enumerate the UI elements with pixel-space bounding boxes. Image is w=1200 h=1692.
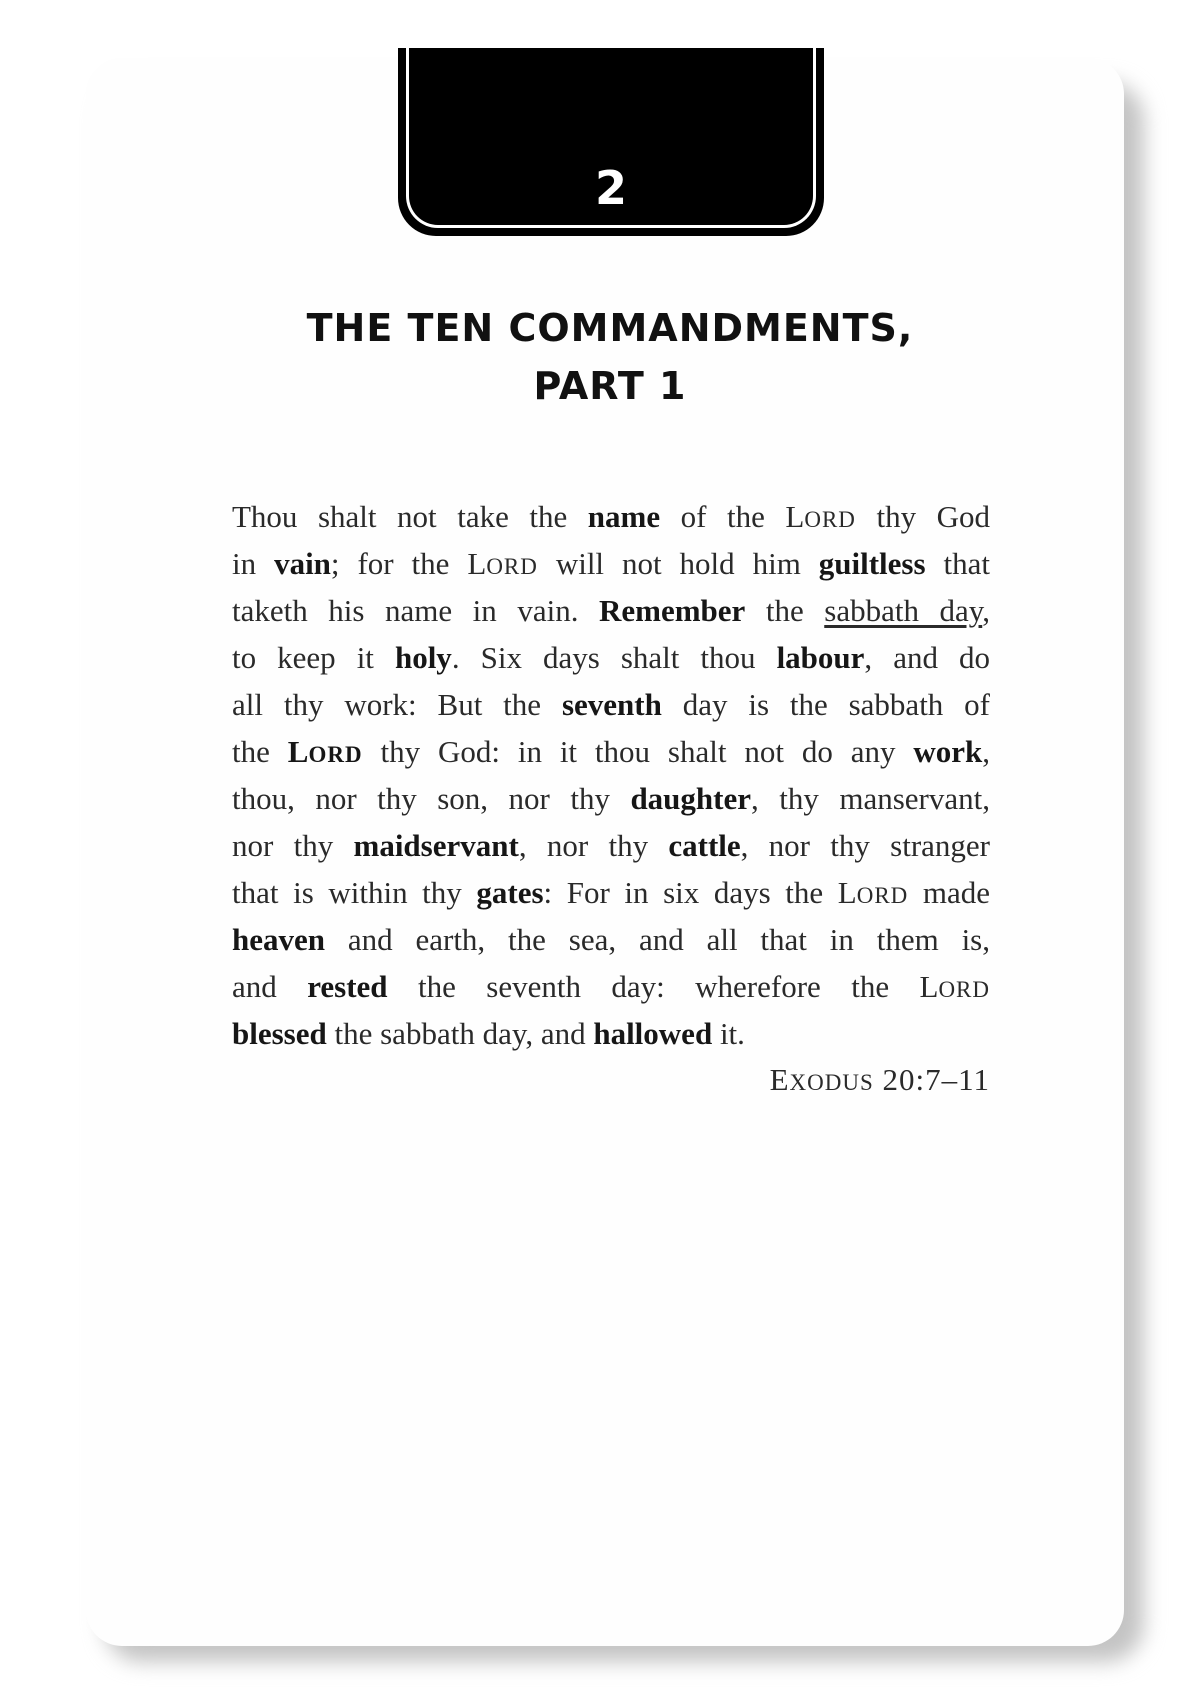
emphasized-word: name bbox=[587, 499, 661, 534]
small-caps-word: LORD bbox=[467, 546, 538, 581]
passage-text: and earth, the sea, and all that in them is, bbox=[325, 922, 990, 957]
passage-text: and bbox=[232, 969, 308, 1004]
emphasized-word: heaven bbox=[232, 922, 325, 957]
passage-line bbox=[232, 1010, 990, 1057]
underlined-phrase: sabbath day bbox=[824, 593, 983, 628]
card-title-line-1: THE TEN COMMANDMENTS, bbox=[306, 306, 914, 350]
passage-text: the sabbath day, and bbox=[326, 1016, 594, 1051]
passage-text: that bbox=[925, 546, 990, 581]
passage-line bbox=[232, 634, 990, 681]
small-caps-word: LORD bbox=[919, 969, 990, 1004]
citation-book: EXODUS bbox=[769, 1062, 874, 1097]
scripture-passage bbox=[232, 493, 990, 1057]
passage-text: day is the sabbath of bbox=[661, 687, 990, 722]
card-title-line-2: PART 1 bbox=[533, 364, 687, 408]
passage-text: will not hold him bbox=[537, 546, 819, 581]
passage-text: thy God: in it thou shalt not do any bbox=[362, 734, 914, 769]
passage-text: the seventh day: wherefore the bbox=[387, 969, 920, 1004]
passage-line bbox=[232, 822, 990, 869]
passage-text: all thy work: But the bbox=[232, 687, 562, 722]
passage-text: thy God bbox=[855, 499, 990, 534]
passage-text: that is within thy bbox=[232, 875, 477, 910]
emphasized-word: rested bbox=[307, 969, 388, 1004]
passage-text: taketh his name in vain. bbox=[232, 593, 599, 628]
passage-text: ; for the bbox=[330, 546, 468, 581]
emphasized-word: holy bbox=[394, 640, 452, 675]
passage-text: , bbox=[982, 734, 990, 769]
passage-text: the bbox=[745, 593, 825, 628]
emphasized-word: guiltless bbox=[818, 546, 926, 581]
passage-line bbox=[232, 775, 990, 822]
emphasized-word: hallowed bbox=[593, 1016, 713, 1051]
emphasized-word: maidservant bbox=[353, 828, 519, 863]
passage-text: : For in six days the bbox=[543, 875, 838, 910]
passage-line bbox=[232, 681, 990, 728]
passage-line bbox=[232, 493, 990, 540]
passage-text: , nor thy bbox=[518, 828, 669, 863]
passage-text: the bbox=[232, 734, 288, 769]
passage-text: Thou shalt not take the bbox=[232, 499, 588, 534]
passage-text: it. bbox=[712, 1016, 745, 1051]
passage-text: to keep it bbox=[232, 640, 395, 675]
emphasized-word: gates bbox=[476, 875, 544, 910]
passage-line bbox=[232, 869, 990, 916]
small-caps-word: LORD bbox=[785, 499, 856, 534]
passage-line bbox=[232, 728, 990, 775]
passage-line bbox=[232, 587, 990, 634]
emphasized-word: labour bbox=[776, 640, 865, 675]
emphasized-word: vain bbox=[274, 546, 331, 581]
emphasized-word: LORD bbox=[287, 734, 363, 769]
passage-text: nor thy bbox=[232, 828, 354, 863]
card-number-tab bbox=[398, 48, 824, 236]
small-caps-word: LORD bbox=[837, 875, 909, 910]
emphasized-word: work bbox=[913, 734, 983, 769]
emphasized-word: blessed bbox=[232, 1016, 327, 1051]
card-number: 2 bbox=[594, 161, 627, 215]
passage-line bbox=[232, 963, 990, 1010]
passage-text: , bbox=[982, 593, 990, 628]
citation-reference: 20:7–11 bbox=[882, 1062, 990, 1097]
passage-text: , nor thy stranger bbox=[740, 828, 991, 863]
passage-text: , thy manservant, bbox=[751, 781, 990, 816]
passage-line bbox=[232, 916, 990, 963]
passage-text: thou, nor thy son, nor thy bbox=[232, 781, 631, 816]
passage-text: in bbox=[232, 546, 275, 581]
passage-text: . Six days shalt thou bbox=[451, 640, 777, 675]
emphasized-word: cattle bbox=[668, 828, 741, 863]
passage-text: , and do bbox=[864, 640, 990, 675]
emphasized-word: seventh bbox=[561, 687, 662, 722]
passage-text: made bbox=[908, 875, 990, 910]
emphasized-word: Remember bbox=[598, 593, 746, 628]
emphasized-word: daughter bbox=[630, 781, 752, 816]
passage-text: of the bbox=[660, 499, 786, 534]
scripture-citation bbox=[600, 1060, 990, 1103]
passage-line bbox=[232, 540, 990, 587]
